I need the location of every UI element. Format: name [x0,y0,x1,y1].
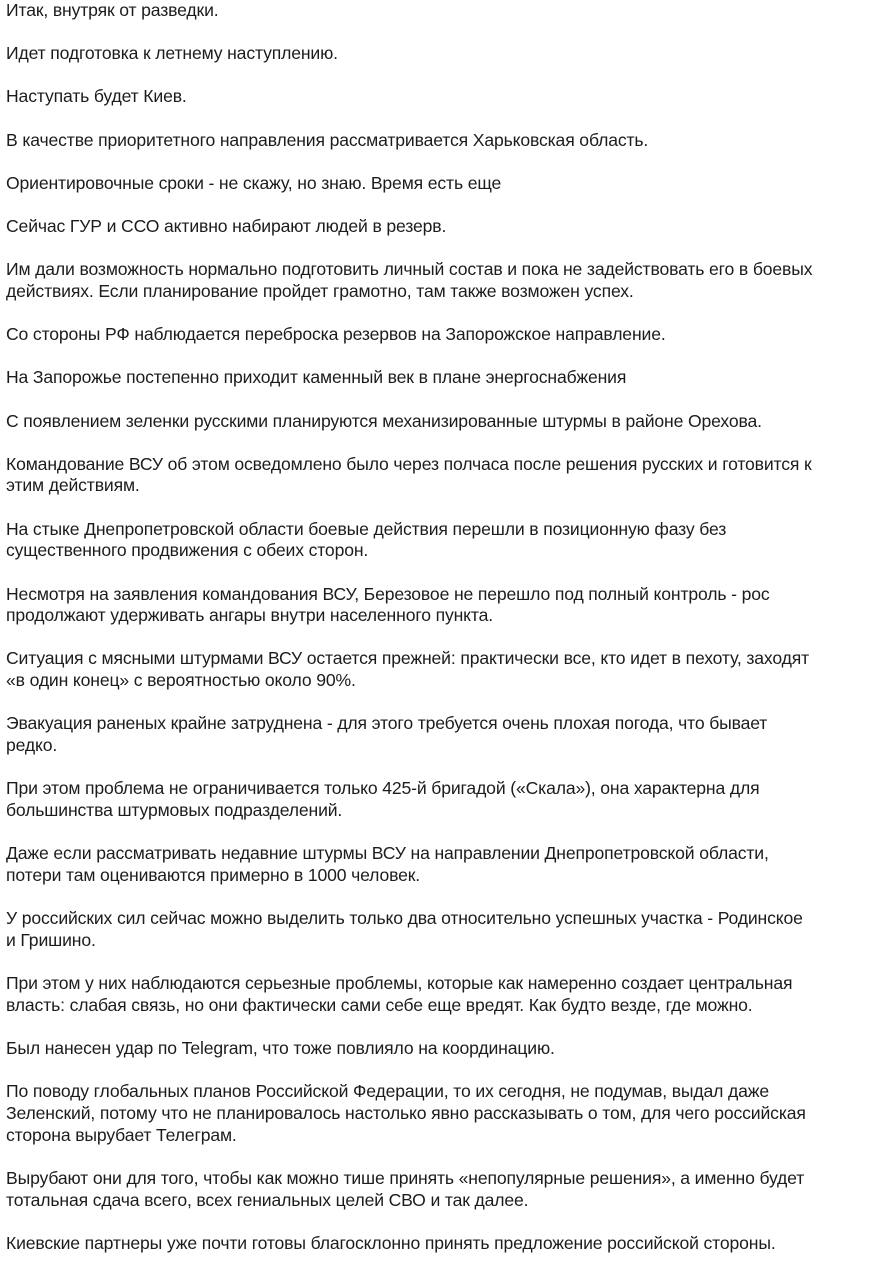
paragraph-unpopular-decisions [6,1168,872,1211]
paragraph-mechanized-assaults [6,411,872,433]
text-line: Им дали возможность нормально подготовить личный состав и пока не задействовать его в боевых [6,259,813,280]
paragraph-successful-sectors [6,908,872,951]
text-line: действиях. Если планирование пройдет грамотно, там также возможен успех. [6,280,634,301]
text-line: Сейчас ГУР и ССО активно набирают людей в резерв. [6,216,447,237]
paragraph-timing [6,173,872,195]
text-line: большинства штурмовых подразделений. [6,799,343,820]
paragraph-losses [6,843,872,886]
text-line: На стыке Днепропетровской области боевые действия перешли в позиционную фазу без [6,518,727,539]
text-line: В качестве приоритетного направления рассматривается Харьковская область. [6,129,649,150]
paragraph-energy [6,367,872,389]
text-line: Вырубают они для того, чтобы как можно тише принять «непопулярные решения», а именно будет [6,1167,805,1188]
paragraph-training [6,259,872,302]
text-line: Эвакуация раненых крайне затруднена - для этого требуется очень плохая погода, что бывает [6,713,768,734]
text-line: Итак, внутряк от разведки. [6,0,219,20]
text-line: Ситуация с мясными штурмами ВСУ остается прежней: практически все, кто идет в пехоту, заходят [6,648,810,669]
text-line: Командование ВСУ об этом осведомлено было через полчаса после решения русских и готовится к [6,453,812,474]
text-line: Ориентировочные сроки - не скажу, но знаю. Время есть еще [6,172,502,193]
text-line: Наступать будет Киев. [6,86,187,107]
text-line: Даже если рассматривать недавние штурмы ВСУ на направлении Днепропетровской области, [6,843,769,864]
paragraph-reserve [6,216,872,238]
paragraph-telegram-strike [6,1038,872,1060]
text-line: и Гришино. [6,929,96,950]
paragraph-priority-direction [6,130,872,152]
text-line: Киевские партнеры уже почти готовы благосклонно принять предложение российской стороны. [6,1232,776,1253]
paragraph-command-informed [6,454,872,497]
paragraph-kyiv-partners [6,1233,872,1255]
text-line: продолжают удерживать ангары внутри населенного пункта. [6,605,493,626]
paragraph-kyiv-attacks [6,86,872,108]
paragraph-berezovoe [6,584,872,627]
text-line: тотальная сдача всего, всех гениальных целей СВО и так далее. [6,1189,529,1210]
text-line: С появлением зеленки русскими планируются механизированные штурмы в районе Орехова. [6,410,762,431]
text-line: Несмотря на заявления командования ВСУ, Березовое не перешло под полный контроль - рос [6,583,770,604]
message-text-body [6,0,872,1276]
text-line: власть: слабая связь, но они фактически сами себе еще вредят. Как будто везде, где можно. [6,994,753,1015]
paragraph-summer-offensive [6,43,872,65]
text-line: При этом у них наблюдаются серьезные проблемы, которые как намеренно создает центральная [6,973,793,994]
text-line: На Запорожье постепенно приходит каменный век в плане энергоснабжения [6,367,627,388]
text-line: Был нанесен удар по Telegram, что тоже повлияло на координацию. [6,1038,555,1059]
text-line: Зеленский, потому что не планировалось настолько явно рассказывать о том, для чего российская [6,1102,806,1123]
text-line: существенного продвижения с обеих сторон. [6,540,369,561]
text-line: У российских сил сейчас можно выделить только два относительно успешных участка - Родинское [6,908,803,929]
paragraph-assault-situation [6,648,872,691]
paragraph-intro [6,0,872,22]
text-line: сторона вырубает Телеграм. [6,1124,237,1145]
paragraph-evacuation [6,713,872,756]
text-line: Идет подготовка к летнему наступлению. [6,43,338,64]
paragraph-positional-phase [6,519,872,562]
paragraph-brigade-problem [6,778,872,821]
paragraph-global-plans [6,1081,872,1146]
paragraph-serious-problems [6,973,872,1016]
text-line: этим действиям. [6,475,140,496]
text-line: При этом проблема не ограничивается только 425-й бригадой («Скала»), она характерна для [6,778,760,799]
text-line: потери там оцениваются примерно в 1000 человек. [6,864,421,885]
text-line: редко. [6,735,58,756]
text-line: По поводу глобальных планов Российской Федерации, то их сегодня, не подумав, выдал даже [6,1081,770,1102]
text-line: Со стороны РФ наблюдается переброска резервов на Запорожское направление. [6,324,666,345]
text-line: «в один конец» с вероятностью около 90%. [6,670,356,691]
paragraph-reserves-transfer [6,324,872,346]
